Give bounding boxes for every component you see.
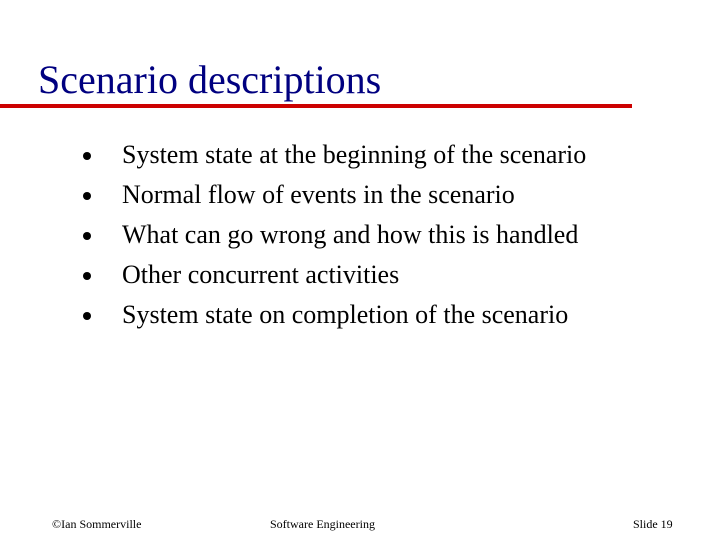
bullet-dot-icon	[83, 312, 91, 320]
footer-author: ©Ian Sommerville	[52, 517, 142, 531]
bullet-text: What can go wrong and how this is handled	[122, 220, 579, 249]
bullet-text: System state at the beginning of the scenario	[122, 140, 587, 169]
bullet-item	[0, 178, 720, 218]
bullet-dot-icon	[83, 192, 91, 200]
bullet-text: Other concurrent activities	[122, 260, 400, 289]
bullet-item	[0, 218, 720, 258]
bullet-list	[0, 138, 720, 338]
bullet-dot-icon	[83, 232, 91, 240]
footer-slide-number: Slide 19	[633, 517, 673, 531]
bullet-text: Normal flow of events in the scenario	[122, 180, 515, 209]
title-underline	[0, 104, 632, 108]
bullet-item	[0, 138, 720, 178]
bullet-dot-icon	[83, 152, 91, 160]
footer-course: Software Engineering	[270, 517, 375, 531]
bullet-item	[0, 298, 720, 338]
slide-title: Scenario descriptions	[38, 57, 382, 102]
bullet-text: System state on completion of the scenario	[122, 300, 569, 329]
bullet-dot-icon	[83, 272, 91, 280]
bullet-item	[0, 258, 720, 298]
